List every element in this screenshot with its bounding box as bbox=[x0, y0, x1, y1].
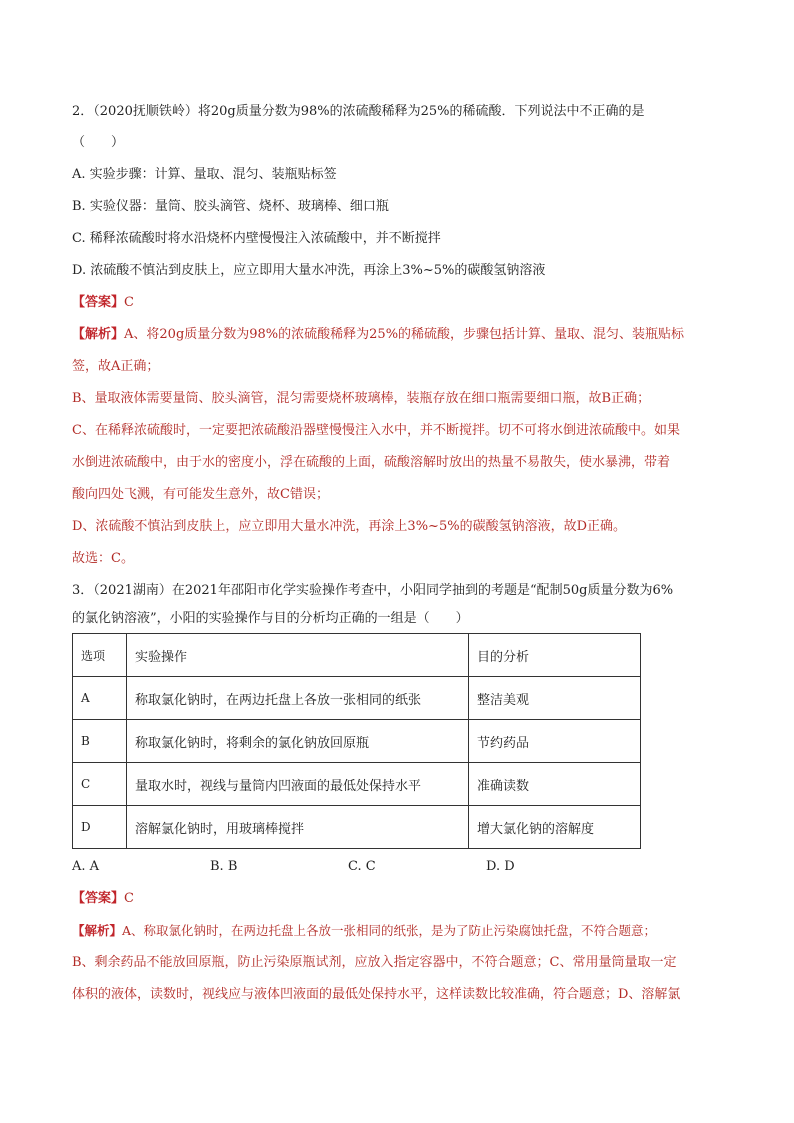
q2-option-c: C. 稀释浓硫酸时将水沿烧杯内壁慢慢注入浓硫酸中，并不断搅拌 bbox=[72, 231, 441, 246]
q2-analysis-line3: B、量取液体需要量筒、胶头滴管，混匀需要烧杯玻璃棒，装瓶存放在细口瓶需要细口瓶，故B正确； bbox=[72, 391, 651, 406]
q2-analysis-line6: 酸向四处飞溅，有可能发生意外，故C错误； bbox=[72, 487, 329, 502]
q3-choice-c: C. C bbox=[348, 859, 376, 874]
q3-stem-line1: 3．（2021湖南）在2021年邵阳市化学实验操作考查中，小阳同学抽到的考题是“配制50g质量分数为6% bbox=[72, 583, 674, 598]
table-row bbox=[73, 806, 641, 849]
table-header-cell: 目的分析 bbox=[468, 634, 640, 677]
table-row bbox=[73, 720, 641, 763]
q2-analysis-tag: 【解析】 bbox=[72, 327, 125, 342]
q2-option-a: A. 实验步骤：计算、量取、混匀、装瓶贴标签 bbox=[72, 167, 337, 182]
q3-answer bbox=[72, 890, 134, 908]
table-cell: C bbox=[73, 763, 127, 806]
table-cell: 节约药品 bbox=[468, 720, 640, 763]
q3-answer-tag: 【答案】 bbox=[72, 891, 125, 906]
q3-answer-value: C bbox=[124, 891, 134, 906]
table-header-row bbox=[73, 634, 641, 677]
q3-analysis-text: A、称取氯化钠时，在两边托盘上各放一张相同的纸张，是为了防止污染腐蚀托盘，不符合题意； bbox=[122, 923, 657, 938]
table-cell: A bbox=[73, 677, 127, 720]
table-cell: 准确读数 bbox=[468, 763, 640, 806]
q2-analysis-line4: C、在稀释浓硫酸时，一定要把浓硫酸沿器壁慢慢注入水中，并不断搅拌。切不可将水倒进浓硫酸中。如果 bbox=[72, 423, 680, 438]
q2-stem-line1: 2．（2020抚顺铁岭）将20g质量分数为98%的浓硫酸稀释为25%的稀硫酸．下列说法中不正确的是 bbox=[72, 104, 645, 119]
table-cell: B bbox=[73, 720, 127, 763]
table-header-cell: 选项 bbox=[73, 634, 127, 677]
q3-stem-line2: 的氯化钠溶液”，小阳的实验操作与目的分析均正确的一组是（ ） bbox=[72, 611, 469, 626]
q2-analysis-line2: 签，故A正确； bbox=[72, 359, 160, 374]
table-cell: D bbox=[73, 806, 127, 849]
table-cell: 溶解氯化钠时，用玻璃棒搅拌 bbox=[126, 806, 468, 849]
q3-analysis-tag: 【解析】 bbox=[72, 923, 123, 938]
q3-options-table bbox=[72, 633, 641, 849]
q3-choice-a: A. A bbox=[72, 859, 100, 874]
q2-answer-value: C bbox=[124, 295, 134, 310]
q2-stem-line2: （ ） bbox=[72, 135, 125, 150]
q3-choice-b: B. B bbox=[210, 859, 238, 874]
q3-analysis-line3: 体积的液体，读数时，视线应与液体凹液面的最低处保持水平，这样读数比较准确，符合题意；D、溶解氯 bbox=[72, 987, 681, 1002]
q3-choice-d: D. D bbox=[486, 859, 515, 874]
q2-answer bbox=[72, 294, 134, 312]
q2-analysis-line7: D、浓硫酸不慎沾到皮肤上，应立即用大量水冲洗，再涂上3%~5%的碳酸氢钠溶液，故D正确。 bbox=[72, 519, 626, 534]
table-cell: 整洁美观 bbox=[468, 677, 640, 720]
q2-analysis-line8: 故选：C。 bbox=[72, 551, 134, 566]
q2-answer-tag: 【答案】 bbox=[72, 295, 125, 310]
q3-analysis-line2: B、剩余药品不能放回原瓶，防止污染原瓶试剂，应放入指定容器中，不符合题意；C、常用量筒量取一定 bbox=[72, 955, 677, 970]
table-row bbox=[73, 763, 641, 806]
table-cell: 量取水时，视线与量筒内凹液面的最低处保持水平 bbox=[126, 763, 468, 806]
table-row bbox=[73, 677, 641, 720]
q2-option-b: B. 实验仪器：量筒、胶头滴管、烧杯、玻璃棒、细口瓶 bbox=[72, 199, 389, 214]
table-cell: 增大氯化钠的溶解度 bbox=[468, 806, 640, 849]
table-header-cell: 实验操作 bbox=[126, 634, 468, 677]
table-cell: 称取氯化钠时，在两边托盘上各放一张相同的纸张 bbox=[126, 677, 468, 720]
q2-analysis-text: A、将20g质量分数为98%的浓硫酸稀释为25%的稀硫酸，步骤包括计算、量取、混匀、装瓶贴标 bbox=[124, 327, 685, 342]
q2-analysis-line5: 水倒进浓硫酸中，由于水的密度小，浮在硫酸的上面，硫酸溶解时放出的热量不易散失，使水暴沸，带着 bbox=[72, 455, 671, 470]
q2-analysis-line1 bbox=[72, 326, 684, 344]
table-cell: 称取氯化钠时，将剩余的氯化钠放回原瓶 bbox=[126, 720, 468, 763]
q3-analysis-line1 bbox=[72, 922, 656, 940]
q2-option-d: D. 浓硫酸不慎沾到皮肤上，应立即用大量水冲洗，再涂上3%~5%的碳酸氢钠溶液 bbox=[72, 263, 546, 278]
